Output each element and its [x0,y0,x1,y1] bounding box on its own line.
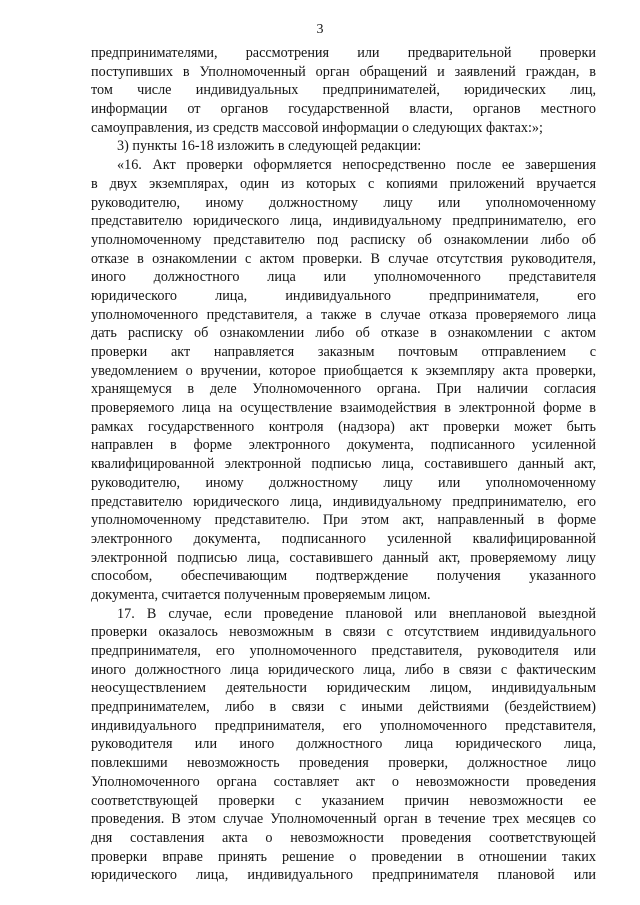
text-line: информации от органов государственной власти, органов местного [91,101,596,118]
text-line: юридического лица, индивидуального предпринимателя, его [91,287,596,304]
text-line: 17. В случае, если проведение плановой или внеплановой выездной [117,605,596,622]
text-line: проверяемого лица на осуществление взаимодействия в электронной форме в [91,400,596,417]
text-line: дать расписку об ознакомлении либо об отказе в ознакомлении с актом [91,325,596,342]
page-number: 3 [316,22,324,37]
list-item-heading: 3) пункты 16-18 изложить в следующей редакции: [117,138,422,155]
text-line: уполномоченному представителю под расписку об ознакомлении либо об [91,231,596,248]
text-line: представителю юридического лица, индивидуальному предпринимателю, его [91,213,596,230]
text-line: проверки акт направляется заказным почтовым отправлением с [91,344,596,360]
text-line: рамках государственного контроля (надзора) акт проверки может быть [91,418,596,435]
text-line: иного должностного лица или уполномоченного представителя [91,269,596,286]
text-line: проверки оказалось невозможным в связи с отсутствием индивидуального [91,624,596,641]
text-line: представителю юридического лица, индивидуальному предпринимателю, его [91,493,596,510]
text-line: электронной подписью лица, составившего данный акт, проверяемому лицу [91,549,596,566]
text-line: хранящемуся в деле Уполномоченного органа. При наличии согласия [91,381,596,398]
text-line: «16. Акт проверки оформляется непосредственно после ее завершения [117,157,596,174]
text-line: иного должностного лица юридического лица, либо в связи с фактическим [91,661,596,678]
text-line: в двух экземплярах, один из которых с копиями приложений вручается [91,175,596,192]
text-line: соответствующей проверки с указанием причин невозможности ее [91,792,596,809]
text-line: предпринимателем, либо в связи с иными действиями (бездействием) [91,699,596,716]
text-line: квалифицированной электронной подписью лица, составившего данный акт, [91,456,596,473]
text-line: уведомлением о вручении, которое приобщается к экземпляру акта проверки, [91,362,596,379]
text-line: предпринимателя, его уполномоченного представителя, руководителя или [91,643,596,659]
text-line: Уполномоченного органа составляет акт о невозможности проведения [91,773,596,790]
text-line: том числе индивидуальных предпринимателей, юридических лиц, [91,82,596,99]
text-line: повлекшими невозможность проведения проверки, должностное лицо [91,755,596,772]
text-line: поступивших в Уполномоченный орган обращений и заявлений граждан, в [91,63,596,80]
text-line: индивидуального предпринимателя, его уполномоченного представителя, [91,717,596,734]
text-line: направлен в форме электронного документа, подписанного усиленной [91,437,596,454]
text-line: руководителю, иному должностному лицу или уполномоченному [91,194,596,211]
text-line: уполномоченному представителю. При этом акт, направленный в форме [91,512,596,529]
text-line: способом, обеспечивающим подтверждение получения указанного [91,568,596,585]
body-text [91,44,596,885]
text-line: уполномоченного представителя, а также в случае отказа проверяемого лица [91,306,596,323]
text-line: неосуществлением деятельности юридическим лицом, индивидуальным [91,680,596,697]
text-line: самоуправления, из средств массовой информации о следующих фактах:»; [91,119,543,136]
text-line: руководителю, иному должностному лицу или уполномоченному [91,474,596,491]
text-line: руководителя или иного должностного лица юридического лица, [91,736,596,753]
text-line: проверки вправе принять решение о проведении в отношении таких [91,848,596,865]
text-line: документа, считается полученным проверяемым лицом. [91,586,431,603]
text-line: электронного документа, подписанного усиленной квалифицированной [91,530,596,547]
text-line: проведения. В этом случае Уполномоченный орган в течение трех месяцев со [91,811,596,828]
text-line: отказе в ознакомлении с актом проверки. В случае отсутствия руководителя, [91,250,596,267]
text-line: юридического лица, индивидуального предпринимателя плановой или [91,867,596,884]
text-line: предпринимателями, рассмотрения или предварительной проверки [91,45,596,61]
text-line: дня составления акта о невозможности проведения соответствующей [91,829,596,846]
